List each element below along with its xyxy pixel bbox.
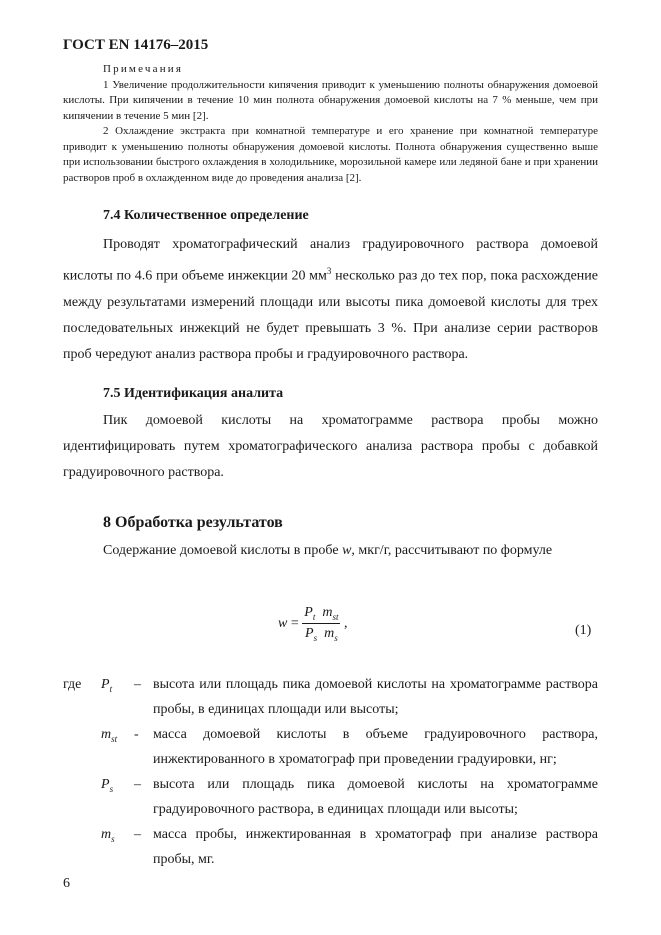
definition-symbol: m <box>101 727 112 742</box>
formula-1 <box>278 605 347 643</box>
formula-equals: = <box>290 616 299 632</box>
definition-subscript: t <box>109 683 113 694</box>
document-header: ГОСТ EN 14176–2015 <box>63 37 209 53</box>
definition-item <box>63 822 598 872</box>
section-8-para: Содержание домоевой кислоты в пробе <box>103 543 343 558</box>
definition-text: высота или площадь пика домоевой кислоты на хроматограмме градуировочного раствора, в единицах площади или высоты; <box>153 777 598 817</box>
definition-dash: – <box>134 827 141 842</box>
section-7-4-para-rest: несколько раз до тех пор, пока расхождение между результатами измерений площади или высоты пика домоевой кислоты для трех последовательных инжекций не будет превышать 3 %. При анализе серии растворов проб чередуют анализ раствора пробы и градуировочного раствора. <box>63 268 598 362</box>
definition-dash: - <box>134 727 139 742</box>
definition-item <box>63 672 598 722</box>
formula-denominator: $P_s$ $m_s$ <box>305 625 338 643</box>
formula-numerator: $P_t$ $m_{st}$ <box>304 605 339 622</box>
formula-lhs: w <box>278 616 288 632</box>
definition-symbol: P <box>101 677 110 692</box>
definition-text: высота или площадь пика домоевой кислоты на хроматограмме раствора пробы, в единицах площади или высоты; <box>153 677 598 717</box>
definitions-list <box>63 672 598 872</box>
section-8-text <box>63 538 598 564</box>
where-label: где <box>63 677 82 692</box>
definition-dash: – <box>134 777 141 792</box>
definition-text: масса домоевой кислоты в объеме градуировочного раствора, инжектированного в хроматограф при проведении градуировки, нг; <box>153 727 598 767</box>
definition-item <box>63 772 598 822</box>
definition-symbol: m <box>101 827 112 842</box>
definition-subscript: st <box>111 733 118 744</box>
definition-item <box>63 722 598 772</box>
definition-subscript: s <box>111 833 115 844</box>
note-item-1: 1 Увеличение продолжительности кипячения приводит к уменьшению полноты обнаружения домоевой кислоты. При кипячении в течение 10 мин полнота обнаружения домоевой кислоты на 7 % меньше, чем при кипячении в течение 5 мин [2]. <box>63 78 598 122</box>
section-7-5-text <box>63 408 598 486</box>
definition-subscript: s <box>109 783 114 794</box>
section-8-para-rest: , мкг/г, рассчитывают по формуле <box>351 543 553 558</box>
formula-number: (1) <box>575 623 592 638</box>
notes-title: Примечания <box>103 63 184 75</box>
definition-symbol: P <box>101 777 110 792</box>
section-7-5-heading: 7.5 Идентификация аналита <box>103 386 284 401</box>
formula-fraction <box>302 605 340 643</box>
definition-dash: – <box>134 677 141 692</box>
definition-text: масса пробы, инжектированная в хроматограф при анализе раствора пробы, мг. <box>153 827 598 867</box>
section-7-4-text <box>63 232 598 368</box>
section-7-4-heading: 7.4 Количественное определение <box>103 208 309 223</box>
section-7-5-para: Пик домоевой кислоты на хроматограмме раствора пробы можно идентифицировать путем хроматографического анализа раствора пробы с добавкой градуировочного раствора. <box>63 413 598 480</box>
page-number: 6 <box>63 876 70 891</box>
superscript-3: 3 <box>326 266 332 276</box>
section-8-heading: 8 Обработка результатов <box>103 514 283 531</box>
variable-w: w <box>342 543 352 558</box>
note-item-2: 2 Охлаждение экстракта при комнатной температуре и его хранение при комнатной температуре приводит к уменьшению полноты обнаружения домоевой кислоты. Полнота обнаружения существенно выше при использовании быстрого охлаждения в холодильнике, морозильной камере или ледяной бане и при хранении растворов проб в охлажденном виде до проведения анализа [2]. <box>63 125 598 184</box>
section-7-4-para: Проводят хроматографический анализ градуировочного раствора домоевой кислоты по 4.6 при объеме инжекции 20 мм <box>63 237 598 284</box>
notes-block <box>63 62 598 186</box>
formula-comma: , <box>343 616 348 632</box>
